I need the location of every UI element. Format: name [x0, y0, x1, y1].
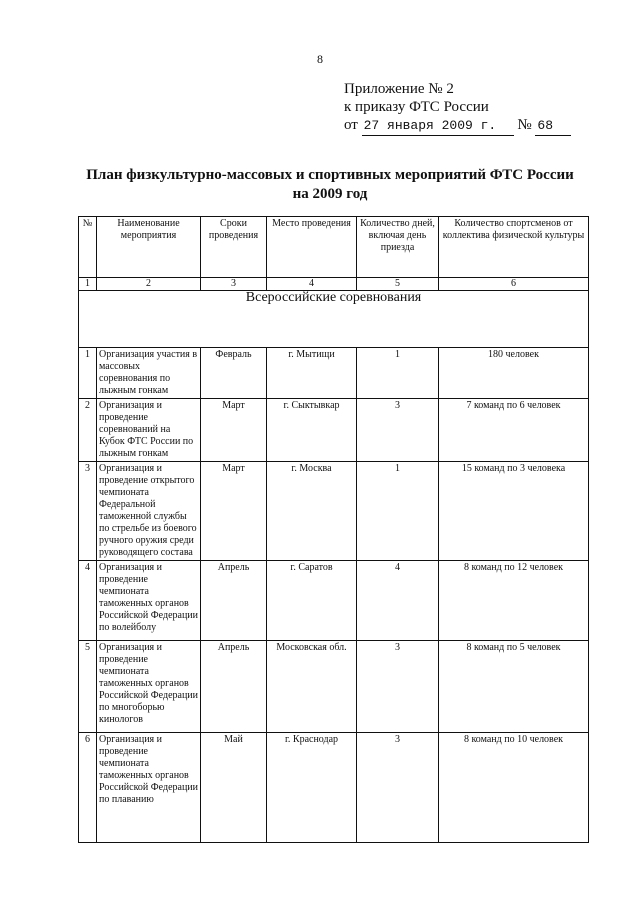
row-place: г. Краснодар — [267, 733, 357, 843]
row-no: 5 — [79, 641, 97, 733]
row-athletes: 8 команд по 10 человек — [439, 733, 589, 843]
title-line-2: на 2009 год — [292, 186, 368, 202]
table-row — [79, 348, 589, 399]
table-row — [79, 462, 589, 561]
row-dates: Февраль — [201, 348, 267, 399]
row-days: 3 — [357, 733, 439, 843]
row-place: г. Москва — [267, 462, 357, 561]
row-place: г. Мытищи — [267, 348, 357, 399]
row-no: 3 — [79, 462, 97, 561]
column-number-row — [79, 278, 589, 291]
section-row — [79, 291, 589, 348]
row-days: 1 — [357, 462, 439, 561]
row-no: 1 — [79, 348, 97, 399]
row-name: Организация участия в массовых соревнования по лыжным гонкам — [97, 348, 201, 399]
row-place: Московская обл. — [267, 641, 357, 733]
header-no: № — [79, 217, 97, 278]
column-number: 4 — [267, 278, 357, 291]
row-name: Организация и проведение чемпионата таможенных органов Российской Федерации по волейболу — [97, 561, 201, 641]
row-name: Организация и проведение чемпионата таможенных органов Российской Федерации по многоборью кинологов — [97, 641, 201, 733]
header-athletes: Количество спортсменов от коллектива физической культуры — [439, 217, 589, 278]
row-days: 1 — [357, 348, 439, 399]
events-table — [78, 216, 589, 843]
row-place: г. Сыктывкар — [267, 399, 357, 462]
appendix-title: Приложение № 2 — [344, 81, 454, 97]
row-athletes: 7 команд по 6 человек — [439, 399, 589, 462]
table-row — [79, 733, 589, 843]
row-athletes: 8 команд по 5 человек — [439, 641, 589, 733]
document-title — [60, 166, 600, 204]
table-row — [79, 561, 589, 641]
appendix-no-label: № — [517, 117, 532, 133]
row-dates: Апрель — [201, 641, 267, 733]
title-line-1: План физкультурно-массовых и спортивных мероприятий ФТС России — [86, 167, 574, 183]
appendix-date-line — [344, 116, 571, 136]
row-no: 6 — [79, 733, 97, 843]
row-days: 3 — [357, 641, 439, 733]
row-dates: Май — [201, 733, 267, 843]
row-name: Организация и проведение открытого чемпионата Федеральной таможенной службы по стрельбе из боевого ручного оружия среди руководящего состава — [97, 462, 201, 561]
appendix-date: 27 января 2009 г. — [362, 117, 514, 136]
table-row — [79, 399, 589, 462]
row-athletes: 15 команд по 3 человека — [439, 462, 589, 561]
column-number: 2 — [97, 278, 201, 291]
appendix-number: 68 — [535, 117, 571, 136]
header-name: Наименование мероприятия — [97, 217, 201, 278]
header-place: Место проведения — [267, 217, 357, 278]
row-no: 4 — [79, 561, 97, 641]
row-dates: Март — [201, 462, 267, 561]
row-name: Организация и проведение соревнований на Кубок ФТС России по лыжным гонкам — [97, 399, 201, 462]
row-name: Организация и проведение чемпионата таможенных органов Российской Федерации по плаванию — [97, 733, 201, 843]
column-number: 1 — [79, 278, 97, 291]
column-number: 3 — [201, 278, 267, 291]
row-athletes: 180 человек — [439, 348, 589, 399]
row-place: г. Саратов — [267, 561, 357, 641]
header-days: Количество дней, включая день приезда — [357, 217, 439, 278]
header-dates: Сроки проведения — [201, 217, 267, 278]
row-athletes: 8 команд по 12 человек — [439, 561, 589, 641]
appendix-order-ref: к приказу ФТС России — [344, 99, 489, 115]
column-number: 6 — [439, 278, 589, 291]
row-days: 4 — [357, 561, 439, 641]
row-no: 2 — [79, 399, 97, 462]
appendix-block — [344, 80, 571, 136]
row-dates: Апрель — [201, 561, 267, 641]
page-number: 8 — [317, 52, 323, 66]
table-header-row — [79, 217, 589, 278]
column-number: 5 — [357, 278, 439, 291]
appendix-from-label: от — [344, 117, 358, 133]
table-row — [79, 641, 589, 733]
row-dates: Март — [201, 399, 267, 462]
section-title: Всероссийские соревнования — [79, 291, 589, 348]
row-days: 3 — [357, 399, 439, 462]
